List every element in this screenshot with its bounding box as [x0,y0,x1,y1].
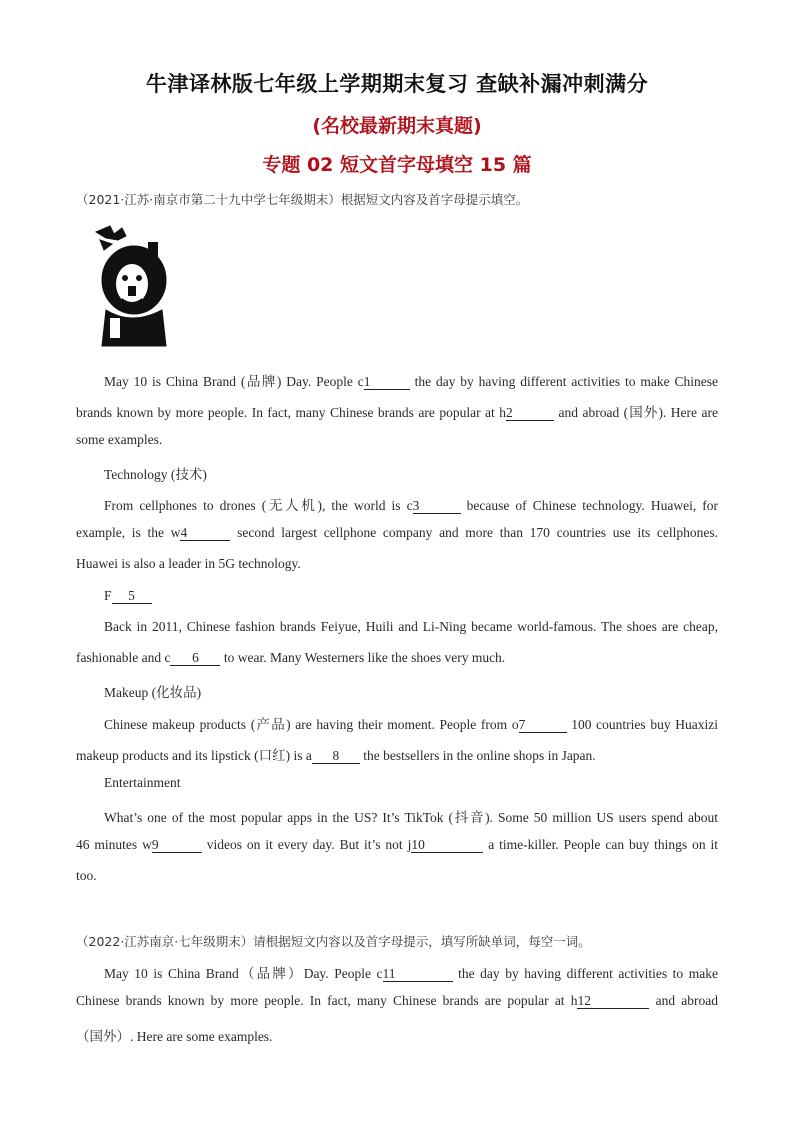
section-heading-makeup: Makeup (化妆品) [104,685,202,700]
passage2-source: （2022·江苏南京·七年级期末）请根据短文内容以及首字母提示，填写所缺单词，每空一词。 [76,934,591,949]
blank-1[interactable]: 1 [364,375,410,390]
blank-3[interactable]: 3 [413,499,461,514]
blank-4[interactable]: 4 [180,526,230,541]
document-subtitle: (名校最新期末真题) [312,115,482,137]
passage1-line-12: 46 minutes w9 videos on it every day. But it’s not j10 a time-killer. People can buy things on it [76,837,718,852]
portrait-illustration [92,222,172,352]
blank-6[interactable]: 6 [170,651,220,666]
passage1-line-7: Back in 2011, Chinese fashion brands Feiyue, Huili and Li-Ning became world-famous. The shoes are cheap, [104,619,718,634]
blank-11[interactable]: 11 [383,967,453,982]
passage1-line-8: fashionable and c 6 to wear. Many Westerners like the shoes very much. [76,650,506,665]
topic-heading: 专题 02 短文首字母填空 15 篇 [262,154,532,176]
blank-7[interactable]: 7 [519,718,567,733]
passage1-line-2: brands known by more people. In fact, many Chinese brands are popular at h2 and abroad (国外). Here are [76,405,718,420]
passage1-line-9: Chinese makeup products (产品) are having their moment. People from o7 100 countries buy Huaxizi [104,717,718,732]
passage1-source: （2021·江苏·南京市第二十九中学七年级期末）根据短文内容及首字母提示填空。 [76,192,529,207]
passage1-line-5: example, is the w4 second largest cellphone company and more than 170 countries use its cellphones. [76,525,718,540]
section-heading-technology: Technology (技术) [104,467,207,482]
passage1-line-10: makeup products and its lipstick (口红) is a 8 the bestsellers in the online shops in Japan. [76,748,596,763]
section-heading-entertainment: Entertainment [104,775,181,790]
passage2-line-1: May 10 is China Brand（品牌）Day. People c11 the day by having different activities to make [104,966,718,981]
passage1-line-13: too. [76,868,97,883]
passage1-line-6: Huawei is also a leader in 5G technology. [76,556,301,571]
blank-10[interactable]: 10 [411,838,483,853]
document-title: 牛津译林版七年级上学期期末复习 查缺补漏冲刺满分 [145,72,649,96]
passage2-line-3: （国外）. Here are some examples. [76,1029,273,1044]
passage1-line-4: From cellphones to drones (无人机), the world is c3 because of Chinese technology. Huawei, for [104,498,718,513]
passage1-line-3: some examples. [76,432,163,447]
passage2-line-2: Chinese brands known by more people. In fact, many Chinese brands are popular at h12 and abroad [76,993,718,1008]
blank-12[interactable]: 12 [577,994,649,1009]
passage1-line-1: May 10 is China Brand (品牌) Day. People c1 the day by having different activities to make Chinese [104,374,718,389]
blank-2[interactable]: 2 [506,406,554,421]
passage1-line-11: What’s one of the most popular apps in the US? It’s TikTok (抖音). Some 50 million US users spend about [104,810,718,825]
section-heading-fashion: F 5 [104,588,718,604]
blank-5[interactable]: 5 [112,589,152,604]
blank-8[interactable]: 8 [312,749,360,764]
blank-9[interactable]: 9 [152,838,202,853]
